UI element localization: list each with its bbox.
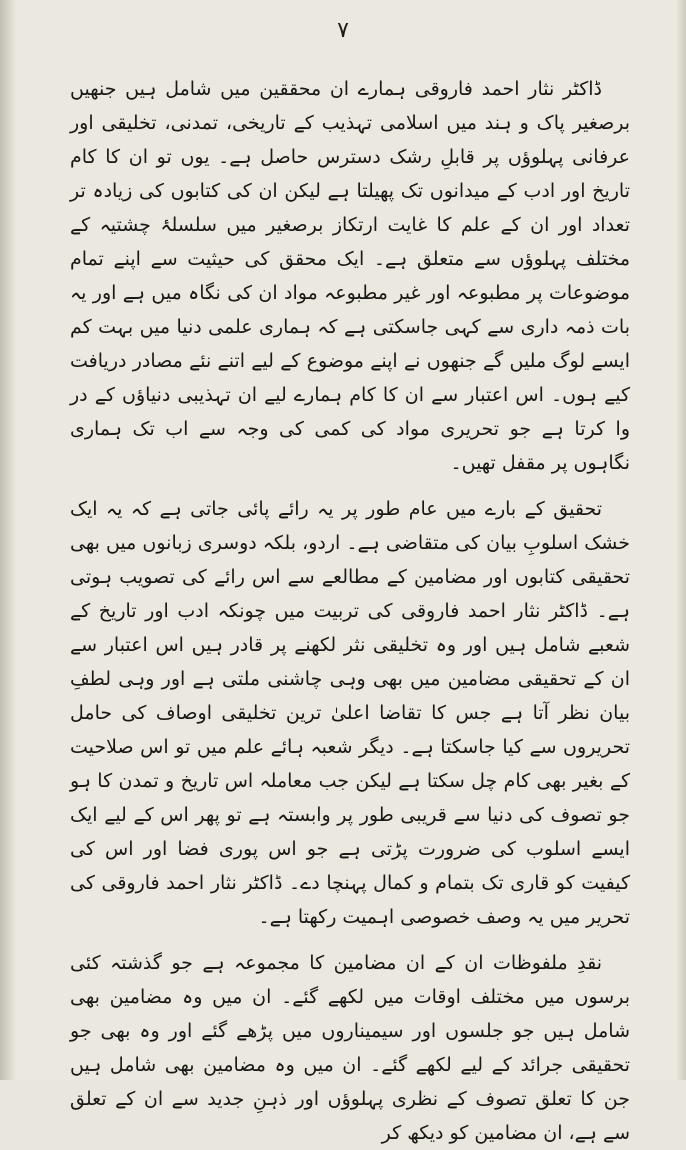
- paragraph-1: ڈاکٹر نثار احمد فاروقی ہمارے ان محققین میں شامل ہیں جنھیں برصغیر پاک و ہند میں اسلامی تہذیب کے تاریخی، تمدنی، تخلیقی اور عرفانی پہلوؤں پر قابلِ رشک دسترس حاصل ہے۔ یوں تو ان کا کام تاریخ اور ادب کے میدانوں تک پھیلتا ہے لیکن ان کی کتابوں کی زیادہ تر تعداد اور ان کے علم کا غایت ارتکاز برصغیر میں سلسلۂ چشتیہ کے مختلف پہلوؤں سے متعلق ہے۔ ایک محقق کی حیثیت سے اپنے تمام موضوعات پر مطبوعہ اور غیر مطبوعہ مواد ان کی نگاہ میں ہے اور یہ بات ذمہ داری سے کہی جاسکتی ہے کہ ہماری علمی دنیا میں بہت کم ایسے لوگ ملیں گے جنھوں نے اپنے موضوع کے لیے اتنے نئے مصادر دریافت کیے ہوں۔ اس اعتبار سے ان کا کام ہمارے لیے ان تہذیبی دنیاؤں کے در وا کرتا ہے جو تحریری مواد کی کمی کی وجہ سے اب تک ہماری نگاہوں پر مقفل تھیں۔: [70, 78, 630, 474]
- body-text: [70, 72, 630, 1150]
- page-shadow-left: [0, 0, 16, 1080]
- paragraph-3: نقدِ ملفوظات ان کے ان مضامین کا مجموعہ ہے جو گذشتہ کئی برسوں میں مختلف اوقات میں لکھے گئے۔ ان میں وہ مضامین بھی شامل ہیں جو جلسوں اور سیمیناروں میں پڑھے گئے اور وہ بھی جو تحقیقی جرائد کے لیے لکھے گئے۔ ان میں وہ مضامین بھی شامل ہیں جن کا تعلق تصوف کے نظری پہلوؤں اور ذہنِ جدید سے ان کے تعلق سے ہے، ان مضامین کو دیکھ کر: [70, 952, 630, 1144]
- page-number: ۷: [337, 18, 349, 43]
- page-shadow-right: [676, 0, 686, 1080]
- paragraph-2: تحقیق کے بارے میں عام طور پر یہ رائے پائی جاتی ہے کہ یہ ایک خشک اسلوبِ بیان کی متقاضی ہے۔ اردو، بلکہ دوسری زبانوں میں بھی تحقیقی کتابوں اور مضامین کے مطالعے سے اس رائے کی تصویب ہوتی ہے۔ ڈاکٹر نثار احمد فاروقی کی تربیت میں چونکہ ادب اور تاریخ کے شعبے شامل ہیں اور وہ تخلیقی نثر لکھنے پر قادر ہیں اس اعتبار سے ان کے تحقیقی مضامین میں بھی وہی چاشنی ملتی ہے اور وہی لطفِ بیان نظر آتا ہے جس کا تقاضا اعلیٰ ترین تخلیقی اوصاف کی حامل تحریروں سے کیا جاسکتا ہے۔ دیگر شعبہ ہائے علم میں تو اس صلاحیت کے بغیر بھی کام چل سکتا ہے لیکن جب معاملہ اس تاریخ و تمدن کا ہو جو تصوف کی دنیا سے قریبی طور پر وابستہ ہے تو پھر اس کے لیے ایک ایسے اسلوب کی ضرورت پڑتی ہے جو اس پوری فضا اور اس کی کیفیت کو قاری تک بتمام و کمال پہنچا دے۔ ڈاکٹر نثار احمد فاروقی کی تحریر میں یہ وصف خصوصی اہمیت رکھتا ہے۔: [70, 498, 630, 928]
